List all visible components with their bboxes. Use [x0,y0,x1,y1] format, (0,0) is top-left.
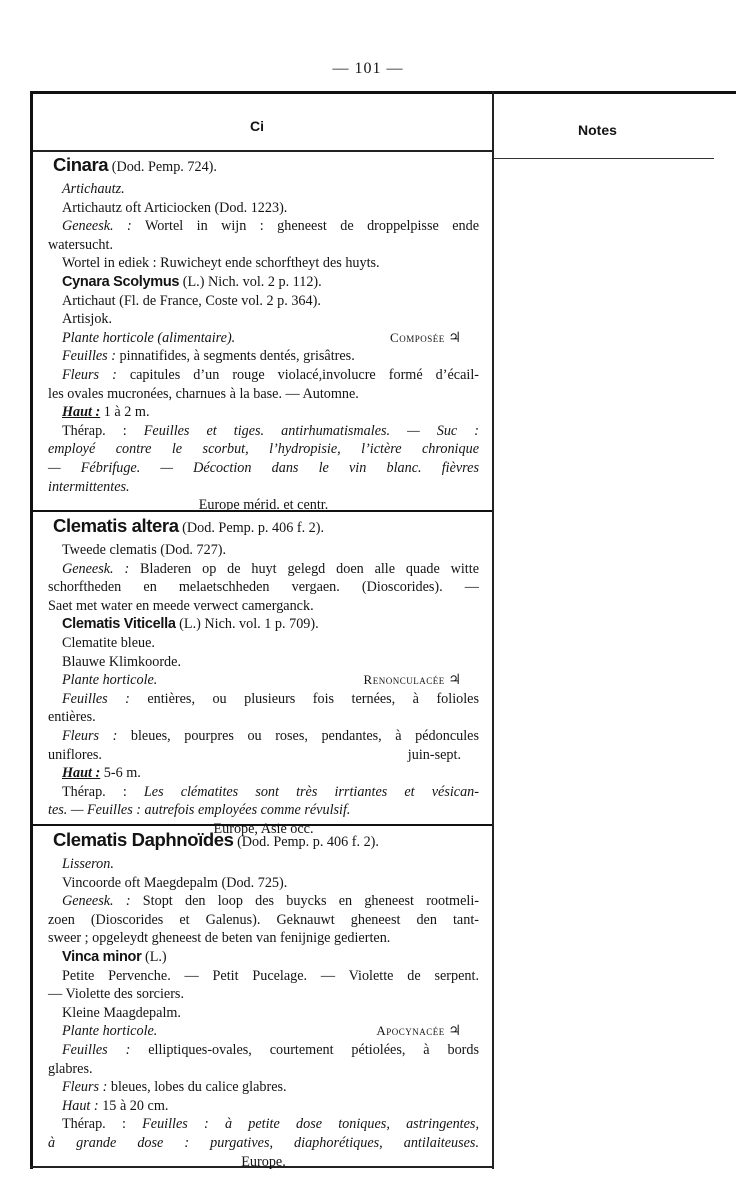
text-segment: (Dod. Pemp. 724). [108,159,217,175]
text-segment: watersucht. [48,236,114,253]
text-segment: ♃ [444,329,461,346]
text-line [48,385,479,404]
page-number: — 101 — [332,60,404,77]
text-segment: Stopt den loop des buycks en gheneest rootmeli- [130,893,479,910]
text-segment: Saet met water en meede verwect camerganck. [48,597,314,614]
species-name: Clematis Viticella [62,616,176,633]
text-segment: Les clématites sont très irrtiantes et vésican- [143,783,479,800]
text-segment: schorftheden en melaetschheden vergaen. (Dioscorides). — [48,579,479,596]
family-name: Renonculacée [363,672,445,688]
text-segment: entières, ou plusieurs fois ternées, à folioles [129,690,479,707]
text-line [48,801,479,820]
text-line [48,440,479,459]
text-segment: Fleurs : [62,727,118,744]
text-segment: zoen (Dioscorides et Galenus). Geknauwt gheneest den tant- [48,911,479,928]
text-line [48,985,479,1004]
text-segment: — Fébrifuge. — Décoction dans le vin blanc. fièvres [48,459,479,476]
text-segment: entières. [48,709,96,726]
text-segment: pinnatifides, à segments dentés, grisâtres. [115,348,355,365]
text-segment: Haut : [62,765,101,782]
text-line [48,496,479,515]
text-segment: — Violette des sorciers. [48,986,184,1003]
text-segment: elliptiques-ovales, courtement pétiolées, à bords [130,1041,480,1058]
text-segment: (Dod. Pemp. p. 406 f. 2). [178,520,325,536]
line-right [390,329,461,348]
text-segment: Wortel in ediek : Ruwicheyt ende schorftheyt des huyts. [62,255,380,272]
line-left [62,671,157,690]
text-line [48,152,479,180]
text-line [48,1097,479,1116]
text-segment: Haut : [62,404,101,421]
text-segment: Plante horticole. [62,1023,158,1040]
text-segment: Artichautz. [62,181,125,197]
text-line [48,615,479,634]
text-segment: Artisjok. [62,311,113,328]
text-line [48,708,479,727]
text-segment: Haut : [62,1097,99,1114]
entry-heading: Clematis altera [53,515,179,536]
text-line [48,422,479,441]
text-line [48,403,479,422]
text-line [48,874,479,893]
line-right [364,671,461,690]
text-line [48,597,479,616]
text-segment: 1 à 2 m. [100,404,150,421]
text-line [48,1134,479,1153]
text-segment: ♃ [444,672,461,689]
text-line [48,892,479,911]
text-segment: Feuilles : [62,690,130,707]
column-header-main: Ci [250,118,264,134]
line-right [376,1022,461,1041]
text-segment: (L.) Nich. vol. 1 p. 709). [175,616,319,633]
text-line [48,366,479,385]
line-left [48,746,102,765]
text-segment: Fleurs : [62,366,117,383]
family-name: Apocynacée [376,1023,445,1039]
text-segment: Thérap. : [62,1116,143,1133]
text-segment: Petite Pervenche. — Petit Pucelage. — Violette de serpent. [62,967,479,984]
text-segment: Feuilles : [62,348,116,365]
text-segment: Plante horticole. [62,672,158,689]
text-line [48,948,479,967]
species-name: Vinca minor [62,948,142,965]
text-line [48,929,479,948]
text-segment: à grande dose : purgatives, diaphorétiques, antilaiteuses. [48,1134,479,1151]
text-line [48,310,479,329]
species-name: Cynara Scolymus [62,273,180,290]
text-segment: bleues, pourpres ou roses, pendantes, à pédoncules [117,727,479,744]
text-line [48,560,479,579]
text-segment: Feuilles : [62,1041,131,1058]
text-line [48,541,479,560]
text-line [48,459,479,478]
text-segment: glabres. [48,1060,93,1077]
text-segment: Artichautz oft Articiocken (Dod. 1223). [62,199,288,216]
entry-heading: Clematis Daphnoïdes [53,829,234,850]
text-line [48,180,479,199]
text-line [48,690,479,709]
text-line [48,855,479,874]
notes-header-divider [494,158,714,159]
text-segment: Geneesk. : [62,218,132,235]
text-line [48,911,479,930]
text-segment: les ovales mucronées, charnues à la base. — Automne. [48,385,359,402]
text-line [48,746,479,765]
text-segment: Europe, Asie occ. [213,820,314,837]
text-segment: uniflores. [48,746,102,763]
text-line [48,827,479,855]
text-line [48,347,479,366]
text-segment: intermittentes. [48,478,130,495]
text-segment: Tweede clematis (Dod. 727). [62,542,227,558]
text-segment: employé contre le scorbut, l’hydropisie, l’ictère chronique [48,441,479,458]
text-segment: Kleine Maagdepalm. [62,1004,181,1021]
text-line [48,254,479,273]
text-segment: Geneesk. : [62,893,131,910]
text-segment: Europe. [241,1153,286,1170]
text-segment: Plante horticole (alimentaire). [62,329,236,346]
text-segment: Artichaut (Fl. de France, Coste vol. 2 p. 364). [62,292,321,309]
text-segment: Fleurs : [62,1079,108,1096]
family-name: Composée [390,329,445,345]
table-top-border [30,91,736,94]
text-line [48,236,479,255]
text-segment: Blauwe Klimkoorde. [62,653,181,670]
text-segment: 5-6 m. [100,765,141,782]
text-line [48,513,479,541]
text-line [48,478,479,497]
text-line [48,578,479,597]
line-left [62,1022,157,1041]
text-line [48,1115,479,1134]
text-line [48,1041,479,1060]
text-segment: Thérap. : [62,422,144,439]
entry-cinara [33,152,479,515]
text-segment: Bladeren op de huyt gelegd doen alle quade witte [129,560,479,577]
text-segment: Geneesk. : [62,560,130,577]
text-segment: Clematite bleue. [62,634,155,651]
text-segment: 15 à 20 cm. [98,1097,169,1114]
text-segment: bleues, lobes du calice glabres. [107,1079,287,1096]
text-segment: (Dod. Pemp. p. 406 f. 2). [233,834,379,850]
text-segment: (L.) [141,948,167,965]
text-line [48,329,479,348]
text-line [48,727,479,746]
line-right [408,746,461,765]
entry-clematis-altera [33,513,479,839]
text-line [48,764,479,783]
entry-heading: Cinara [53,154,109,175]
text-line [48,653,479,672]
text-line [48,1153,479,1172]
text-line [48,1060,479,1079]
text-segment: Lisseron. [62,856,114,872]
text-segment: sweer ; opgeleydt gheneest de beten van fenijnige gedierten. [48,930,391,947]
text-segment: Vincoorde oft Maegdepalm (Dod. 725). [62,874,288,891]
text-line [48,783,479,802]
text-line [48,634,479,653]
text-segment: capitules d’un rouge violacé,involucre formé d’écail- [116,366,479,383]
text-segment: Feuilles et tiges. antirhumatismales. — Suc : [143,422,479,439]
line-left [62,329,235,348]
text-line [48,671,479,690]
text-line [48,967,479,986]
entry-clematis-daphnoides [33,827,479,1171]
text-segment: ♃ [444,1023,461,1040]
text-segment: Thérap. : [62,783,144,800]
text-segment: (L.) Nich. vol. 2 p. 112). [179,273,322,290]
text-segment: tes. — Feuilles : autrefois employées comme révulsif. [48,802,351,819]
notes-column-divider [492,91,494,1169]
text-segment: juin-sept. [407,746,461,763]
column-header-notes: Notes [578,122,617,138]
text-segment: Wortel in wijn : gheneest de droppelpisse ende [131,218,479,235]
text-segment: Feuilles : à petite dose toniques, astringentes, [142,1116,479,1133]
text-line [48,1004,479,1023]
text-line [48,1022,479,1041]
text-line [48,217,479,236]
text-line [48,1078,479,1097]
text-line [48,292,479,311]
text-segment: Europe mérid. et centr. [198,497,329,514]
text-line [48,273,479,292]
text-line [48,199,479,218]
